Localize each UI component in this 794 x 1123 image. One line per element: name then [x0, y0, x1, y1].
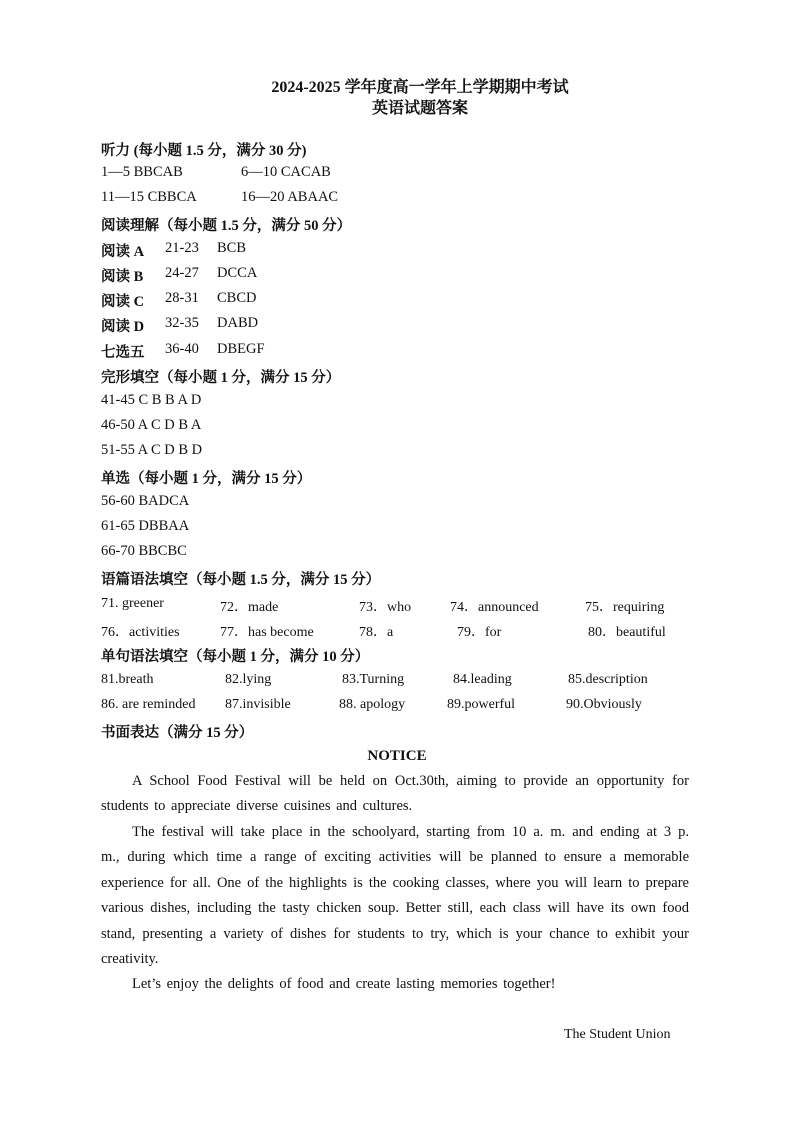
question-range: 32-35	[165, 315, 199, 331]
answer-item: 72．made	[220, 600, 279, 615]
answer-item: 78．a	[359, 625, 394, 640]
answer-item: 79．for	[457, 625, 502, 640]
answer-item: 80．beautiful	[588, 625, 666, 640]
answer-item: 82.lying	[225, 672, 272, 687]
answers: CBCD	[217, 290, 257, 306]
answer-item: 74．announced	[450, 600, 539, 615]
notice-title: NOTICE	[367, 748, 427, 764]
answer-item: 77．has become	[220, 625, 314, 640]
answer-group: 11—15 CBBCA	[101, 189, 197, 205]
answer-item: 76．activities	[101, 625, 180, 640]
answers: DABD	[217, 315, 259, 331]
answer-item: 89.powerful	[447, 697, 516, 712]
question-range: 21-23	[165, 240, 199, 256]
listening-heading: 听力 (每小题 1.5 分，满分 30 分)	[101, 143, 307, 159]
writing-heading: 书面表达（满分 15 分）	[101, 725, 254, 741]
single-choice-heading: 单选（每小题 1 分，满分 15 分）	[101, 471, 312, 487]
passage-grammar-heading: 语篇语法填空（每小题 1.5 分，满分 15 分）	[101, 572, 381, 588]
cloze-row: 41-45 C B B A D	[101, 392, 202, 408]
question-range: 28-31	[165, 290, 199, 306]
answer-item: 84.leading	[453, 672, 512, 687]
answer-item: 71. greener	[101, 596, 164, 611]
answer-group: 6—10 CACAB	[241, 164, 331, 180]
answer-group: 16—20 ABAAC	[241, 189, 339, 205]
reading-label: 七选五	[101, 345, 145, 361]
answer-item: 86. are reminded	[101, 697, 196, 712]
answer-item: 87.invisible	[225, 697, 291, 712]
answer-item: 81.breath	[101, 672, 154, 687]
answers: DBEGF	[217, 341, 265, 357]
single-choice-row: 61-65 DBBAA	[101, 518, 190, 534]
reading-label: 阅读 B	[101, 269, 144, 285]
single-choice-row: 66-70 BBCBC	[101, 543, 187, 559]
question-range: 24-27	[165, 265, 199, 281]
answer-item: 85.description	[568, 672, 648, 687]
reading-label: 阅读 D	[101, 319, 145, 335]
answer-item: 83.Turning	[342, 672, 405, 687]
answers: DCCA	[217, 265, 258, 281]
notice-paragraph: Let’s enjoy the delights of food and create lasting memories together!	[132, 976, 556, 992]
notice-paragraph: The festival will take place in the schoolyard, starting from 10 a. m. and ending at 3 p. m., during which time a range of exciting activities will be planned to ensure a memorable experience for all. One of the highlights is the cooking classes, where you will learn to prepare various dishes, including the tasty chicken soup. Better still, each class will have its own food stand, presenting a variety of dishes for students to try, which is your chance to exhibit your creativity.	[101, 824, 689, 968]
answers: BCB	[217, 240, 247, 256]
answer-group: 1—5 BBCAB	[101, 164, 183, 180]
page-subtitle: 英语试题答案	[371, 100, 468, 117]
answer-item: 73．who	[359, 600, 412, 615]
answer-item: 90.Obviously	[566, 697, 642, 712]
reading-label: 阅读 A	[101, 244, 145, 260]
cloze-row: 46-50 A C D B A	[101, 417, 202, 433]
answer-item: 88. apology	[339, 697, 406, 712]
cloze-heading: 完形填空（每小题 1 分，满分 15 分）	[101, 370, 341, 386]
reading-label: 阅读 C	[101, 294, 145, 310]
single-choice-row: 56-60 BADCA	[101, 493, 190, 509]
reading-heading: 阅读理解（每小题 1.5 分，满分 50 分）	[101, 218, 352, 234]
cloze-row: 51-55 A C D B D	[101, 442, 203, 458]
question-range: 36-40	[165, 341, 199, 357]
page-title: 2024-2025 学年度高一学年上学期期中考试	[271, 79, 569, 96]
answer-item: 75．requiring	[585, 600, 665, 615]
signature: The Student Union	[564, 1027, 671, 1042]
sentence-grammar-heading: 单句语法填空（每小题 1 分，满分 10 分）	[101, 649, 370, 665]
notice-paragraph: A School Food Festival will be held on Oct.30th, aiming to provide an opportunity for students to appreciate diverse cuisines and cultures.	[101, 773, 689, 815]
